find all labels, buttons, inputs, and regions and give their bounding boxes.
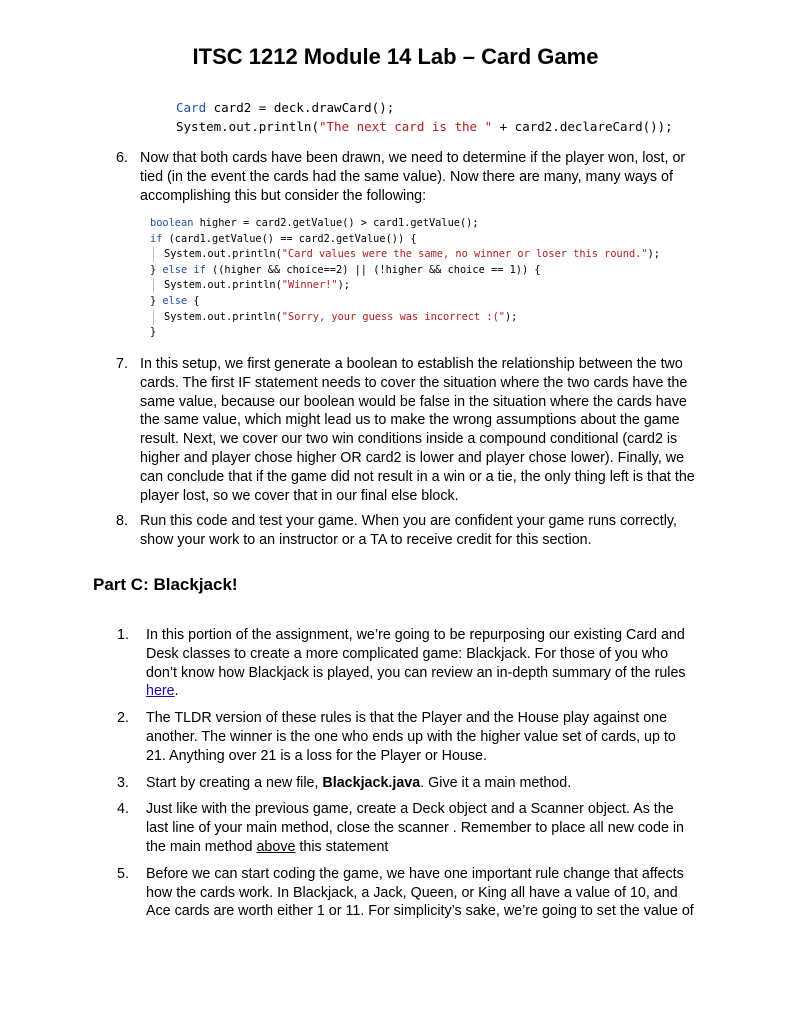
list-number: 6. <box>116 150 128 166</box>
list-number: 2. <box>117 710 129 727</box>
list-text: Before we can start coding the game, we have one important rule change that affects how the cards work. In Blackjack, a Jack, Queen, or King all have a value of 10, and Ace cards are worth either 1 or 11. For simplicity’s sake, we’re going to set the value of <box>146 865 694 920</box>
code-string: "The next card is the " <box>319 119 493 134</box>
list-item <box>117 626 698 701</box>
page-title: ITSC 1212 Module 14 Lab – Card Game <box>192 44 599 69</box>
list-item <box>117 709 698 765</box>
list-text: In this portion of the assignment, we’re going to be repurposing our existing Card and Desk classes to create a more complicated game: Blackjack. For those of you who don’t know how Blackjack is played, you can review an in-depth summary of the rules <box>146 627 686 681</box>
code-keyword: boolean <box>150 217 194 229</box>
indent-guide <box>153 278 154 293</box>
code-text: { <box>187 294 200 307</box>
code-type: Card <box>176 100 207 115</box>
list-item <box>117 800 698 856</box>
code-line <box>150 247 660 263</box>
indent-guide <box>153 310 154 325</box>
code-text: } <box>150 326 157 339</box>
code-snippet-compare-cards <box>150 216 660 341</box>
code-keyword: else if <box>162 263 206 276</box>
code-keyword: else <box>162 294 188 307</box>
list-text: Start by creating a new file, <box>146 774 323 791</box>
list-number: 3. <box>117 774 129 791</box>
code-text: higher = card2.getValue() > card1.getValue(); <box>193 217 479 229</box>
code-text: System.out.println( <box>176 119 319 134</box>
code-line <box>150 278 660 294</box>
list-item <box>116 149 700 205</box>
code-line <box>176 98 673 117</box>
code-snippet-draw-card <box>176 98 673 136</box>
code-line <box>176 117 673 136</box>
list-number: 8. <box>116 513 128 530</box>
list-text: The TLDR version of these rules is that the Player and the House play against one another. The winner is the one who ends up with the higher value set of cards, up to 21. Anything over 21 is a loss for the Player or House. <box>146 710 676 764</box>
list-text: this statement <box>295 838 389 855</box>
code-text: System.out.println( <box>164 310 282 323</box>
list-number: 4. <box>117 801 129 818</box>
list-number: 7. <box>116 356 128 372</box>
step-list-part-c <box>117 626 698 921</box>
list-number: 5. <box>117 865 129 882</box>
code-string: "Winner!" <box>281 279 338 292</box>
list-text: In this setup, we first generate a boolean to establish the relationship between the two cards. The first IF statement needs to cover the situation where the two cards have the same value, because our boolean would be false in the situation where the cards have the same value, which might lead us to make the wrong assumptions about the game result. Next, we cover our two win conditions inside a compound conditional (card2 is higher and player chose higher OR card2 is lower and player chose lower). Finally, we can conclude that if the game did not result in a win or a tie, the only thing left is that the player lost, so we cover that in our final else block. <box>140 356 695 504</box>
code-text: } <box>150 294 163 307</box>
rules-link[interactable]: here <box>146 683 175 700</box>
step-list-part-b-7-8 <box>116 355 700 550</box>
section-heading-part-c: Part C: Blackjack! <box>93 575 238 594</box>
code-line <box>150 294 660 310</box>
list-item <box>116 512 700 550</box>
list-text: . <box>174 683 179 700</box>
list-number: 1. <box>117 627 129 643</box>
list-item <box>117 865 698 921</box>
code-text: + card2.declareCard()); <box>492 119 673 134</box>
code-text: System.out.println( <box>164 248 282 261</box>
list-item <box>117 774 698 793</box>
code-line <box>150 310 660 326</box>
indent-guide <box>153 247 154 262</box>
code-text: ((higher && choice==2) || (!higher && choice == 1)) { <box>205 263 541 276</box>
file-name: Blackjack.java <box>322 774 421 791</box>
code-line <box>150 325 660 341</box>
step-list-part-b-6 <box>116 149 700 205</box>
list-item <box>116 355 700 505</box>
code-text: System.out.println( <box>164 279 282 292</box>
code-line <box>150 232 660 248</box>
list-text: Now that both cards have been drawn, we need to determine if the player won, lost, or tied (in the event the cards had the same value). Now there are many, many ways of accomplishing this but consider the following: <box>140 150 686 204</box>
code-text: card2 = deck.drawCard(); <box>206 100 395 115</box>
list-text: Just like with the previous game, create a Deck object and a Scanner object. As the last line of your main method, close the scanner . Remember to place all new code in the main method <box>146 801 684 855</box>
code-keyword: if <box>150 232 163 245</box>
code-string: "Card values were the same, no winner or loser this round." <box>281 248 648 261</box>
code-text: ); <box>647 248 660 261</box>
underlined-word: above <box>256 838 296 855</box>
code-text: ); <box>504 310 518 323</box>
code-text: ); <box>337 279 350 292</box>
code-line <box>150 216 660 232</box>
code-text: } <box>150 263 163 276</box>
list-text: Run this code and test your game. When you are confident your game runs correctly, show your work to an instructor or a TA to receive credit for this section. <box>140 513 677 549</box>
list-text: . Give it a main method. <box>420 774 572 791</box>
code-string: "Sorry, your guess was incorrect :(" <box>281 310 505 323</box>
code-text: (card1.getValue() == card2.getValue()) { <box>162 232 417 245</box>
code-line <box>150 263 660 279</box>
